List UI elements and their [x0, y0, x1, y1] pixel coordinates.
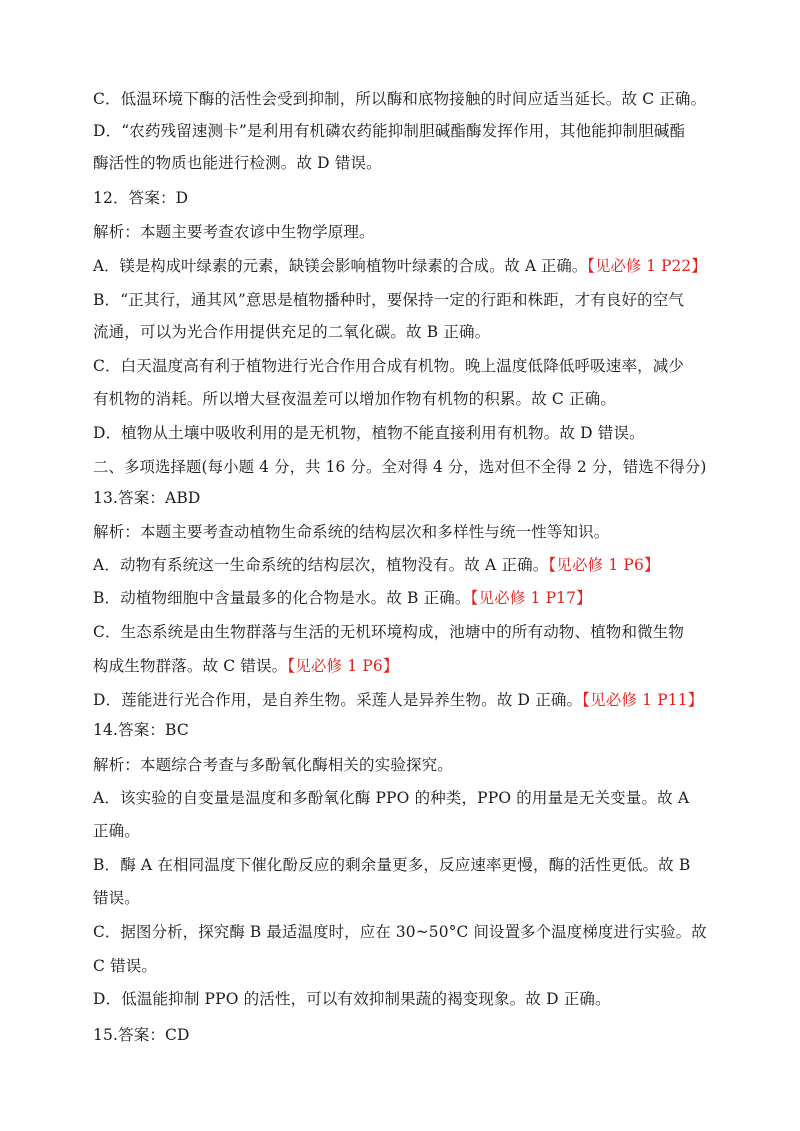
- text-line-11c: C．低温环境下酶的活性会受到抑制，所以酶和底物接触的时间应适当延长。故 C 正确。: [93, 90, 707, 108]
- text-line-14d: D．低温能抑制 PPO 的活性，可以有效抑制果蔬的褐变现象。故 D 正确。: [93, 990, 611, 1008]
- textbook-reference: 【见必修 1 P6】: [548, 556, 660, 574]
- text-line-12d: D．植物从土壤中吸收利用的是无机物，植物不能直接利用有机物。故 D 错误。: [93, 424, 645, 442]
- text-line-13c: C．生态系统是由生物群落与生活的无机环境构成，池塘中的所有动物、植物和微生物: [93, 623, 685, 641]
- text-line-12c: C．白天温度高有利于植物进行光合作用合成有机物。晚上温度低降低呼吸速率，减少: [93, 357, 685, 375]
- textbook-reference: 【见必修 1 P6】: [287, 657, 399, 675]
- text-line-14a: A．该实验的自变量是温度和多酚氧化酶 PPO 的种类，PPO 的用量是无关变量。故 A: [93, 789, 690, 807]
- textbook-reference: 【见必修 1 P22】: [587, 257, 707, 275]
- text-line-14c-cont: C 错误。: [93, 957, 158, 975]
- text-line-13d: D．莲能进行光合作用，是自养生物。采莲人是异养生物。故 D 正确。【见必修 1 P11】: [93, 691, 704, 709]
- text-line-13b: B．动植物细胞中含量最多的化合物是水。故 B 正确。【见必修 1 P17】: [93, 589, 592, 607]
- text-line-14b-cont: 错误。: [93, 889, 140, 907]
- text-line-14c: C．据图分析，探究酶 B 最适温度时，应在 30~50°C 间设置多个温度梯度进行实验。故: [93, 923, 707, 941]
- textbook-reference: 【见必修 1 P17】: [470, 589, 592, 607]
- text-line-11d: D．“农药残留速测卡”是利用有机磷农药能抑制胆碱酯酶发挥作用，其他能抑制胆碱酯: [93, 122, 686, 140]
- text-line-12b-cont: 流通，可以为光合作用提供充足的二氧化碳。故 B 正确。: [93, 323, 491, 341]
- text-line-12c-cont: 有机物的消耗。所以增大昼夜温差可以增加作物有机物的积累。故 C 正确。: [93, 390, 616, 408]
- text-line-13c-cont: 构成生物群落。故 C 错误。【见必修 1 P6】: [93, 657, 399, 675]
- text-line-12a: A．镁是构成叶绿素的元素，缺镁会影响植物叶绿素的合成。故 A 正确。【见必修 1 P22】: [93, 257, 707, 275]
- answer-14: 14.答案：BC: [93, 721, 189, 739]
- analysis-14: 解析：本题综合考查与多酚氧化酶相关的实验探究。: [93, 756, 453, 774]
- text-line-11d-cont: 酶活性的物质也能进行检测。故 D 错误。: [93, 154, 382, 172]
- textbook-reference: 【见必修 1 P11】: [582, 691, 704, 709]
- answer-12: 12．答案：D: [93, 189, 189, 207]
- answer-13: 13.答案：ABD: [93, 489, 201, 507]
- answer-15: 15.答案：CD: [93, 1026, 190, 1044]
- text-line-14b: B．酶 A 在相同温度下催化酚反应的剩余量更多，反应速率更慢，酶的活性更低。故 B: [93, 856, 691, 874]
- text-line-12b: B．“正其行，通其风”意思是植物播种时，要保持一定的行距和株距，才有良好的空气: [93, 291, 685, 309]
- section-heading-multiple-choice: 二、多项选择题(每小题 4 分，共 16 分。全对得 4 分，选对但不全得 2 分，错选不得分): [93, 458, 707, 476]
- text-line-14a-cont: 正确。: [93, 822, 140, 840]
- text-line-13a: A．动物有系统这一生命系统的结构层次，植物没有。故 A 正确。【见必修 1 P6】: [93, 556, 660, 574]
- analysis-12: 解析：本题主要考查农谚中生物学原理。: [93, 223, 375, 241]
- analysis-13: 解析：本题主要考查动植物生命系统的结构层次和多样性与统一性等知识。: [93, 523, 610, 541]
